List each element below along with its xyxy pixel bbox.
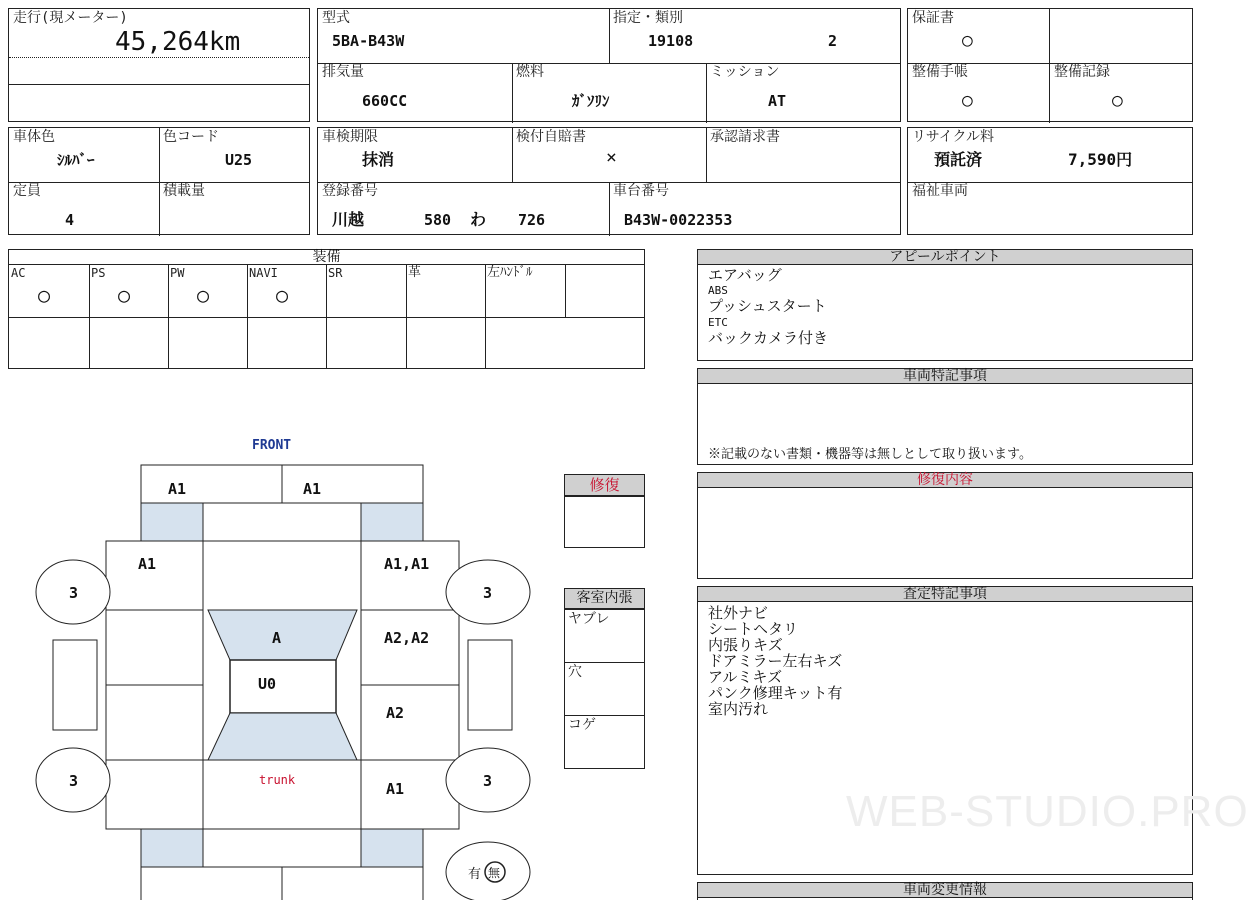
load-capacity-label: 積載量 [163,183,205,199]
equipment-item-sr: SR [328,266,343,280]
approval-label: 承認請求書 [710,129,780,145]
mark-right-rear-door: A2 [386,704,405,722]
repair-header: 修復 [564,474,645,496]
mark-windshield: A [272,629,282,647]
mark-front-right: A1 [303,480,322,498]
equipment-item-navi: NAVI ○ [249,266,289,307]
mark-front-left: A1 [168,480,187,498]
appeal-line: バックカメラ付き [708,329,829,347]
displacement-label: 排気量 [322,64,364,80]
equipment-item-ps: PS ○ [91,266,131,307]
repair-details-header: 修復内容 [697,472,1193,488]
interior-item-hole: 穴 [568,664,582,680]
appeal-line: ETC [708,316,728,329]
tire-front-left: 3 [69,584,79,602]
appeal-line: ABS [708,284,728,297]
color-code-value: U25 [225,151,253,169]
mark-right-rear-fender: A1 [386,780,405,798]
designation-value: 19108 [648,32,694,50]
recycle-status: 預託済 [934,150,983,169]
tire-front-right: 3 [483,584,493,602]
mileage-value: 45,264km [115,27,241,57]
capacity-label: 定員 [13,183,41,199]
color-code-label: 色コード [163,129,219,145]
equipment-item-pw: PW ○ [170,266,210,307]
trunk-label: trunk [259,773,296,787]
model-label: 型式 [322,10,350,26]
appeal-line: プッシュスタート [708,297,827,315]
fuel-label: 燃料 [516,64,544,80]
registration-class: 580 [424,211,452,229]
assessment-line: ドアミラー左右キズ [708,652,843,670]
registration-number: 726 [518,211,546,229]
mark-left-front-fender: A1 [138,555,157,573]
chassis-label: 車台番号 [613,183,669,199]
vehicle-notes-note: ※記載のない書類・機器等は無しとして取り扱います。 [708,447,1032,462]
assessment-box [697,601,1249,875]
inspection-box [317,127,901,235]
body-color-label: 車体色 [13,129,55,145]
registration-label: 登録番号 [322,183,378,199]
assessment-line: 室内汚れ [708,700,769,718]
equipment-item-ac: AC ○ [11,266,51,307]
tire-rear-right: 3 [483,772,493,790]
assessment-line: 社外ナビ [708,604,769,622]
welfare-label: 福祉車両 [912,183,968,199]
equipment-items [8,264,645,316]
interior-header: 客室内張 [564,588,645,609]
inspection-value: 抹消 [362,150,395,169]
recycle-label: リサイクル料 [912,129,995,145]
maintenance-record-label: 整備記録 [1054,64,1110,80]
warranty-label: 保証書 [912,10,954,26]
equipment-item-leather: 革 [408,265,422,280]
vehicle-change-header: 車両変更情報 [697,882,1193,898]
model-box [317,8,901,122]
registration-kana: わ [470,210,487,229]
assessment-line: パンク修理キット有 [708,684,843,702]
displacement-value: 660CC [362,92,408,110]
body-color-value: ｼﾙﾊﾞｰ [57,151,95,169]
vehicle-notes-header: 車両特記事項 [697,368,1193,384]
inspection-label: 車検期限 [322,129,378,145]
transmission-label: ミッション [710,64,780,80]
equipment-item-left-hand: 左ﾊﾝﾄﾞﾙ [487,265,533,280]
maintenance-record-value: ○ [1112,90,1123,111]
interior-box [564,609,645,769]
watermark: WEB-STUDIO.PRO [846,787,1249,836]
appeal-line: エアバッグ [708,266,782,284]
capacity-value: 4 [65,211,75,229]
assessment-line: シートヘタリ [708,620,799,638]
mark-right-front-door: A2,A2 [384,629,430,647]
designation-type: 2 [828,32,838,50]
appeal-header: アピールポイント [697,249,1193,265]
liability-label: 検付自賠書 [516,129,586,145]
liability-value: × [606,147,617,168]
documents-box [907,8,1193,122]
tire-rear-left: 3 [69,772,79,790]
interior-item-burn: コゲ [568,717,596,733]
warranty-value: ○ [962,30,973,51]
front-label: FRONT [252,438,292,453]
assessment-line: アルミキズ [708,668,783,686]
repair-box [564,496,645,548]
equipment-header: 装備 [8,249,645,265]
model-value: 5BA-B43W [332,32,405,50]
maintenance-book-label: 整備手帳 [912,64,968,80]
designation-label: 指定・類別 [613,10,683,26]
mileage-label: 走行(現メーター) [13,10,128,26]
presence-yes: 有 [468,867,482,882]
repair-details-box [697,487,1193,579]
vehicle-notes-box [697,383,1193,465]
maintenance-book-value: ○ [962,90,973,111]
fuel-value: ｶﾞｿﾘﾝ [572,92,610,110]
transmission-value: AT [768,92,787,110]
presence-no: 無 [488,866,501,880]
mileage-box [8,8,310,122]
recycle-amount: 7,590円 [1068,150,1133,169]
assessment-header: 査定特記事項 [697,586,1193,602]
chassis-value: B43W-0022353 [624,211,733,229]
mark-right-front-fender: A1,A1 [384,555,430,573]
recycle-box [907,127,1193,235]
assessment-line: 内張りキズ [708,636,783,654]
vehicle-damage-diagram [0,430,560,900]
mark-roof: U0 [258,675,277,693]
appeal-box [697,264,1193,361]
interior-item-tear: ヤブレ [568,611,610,627]
color-box [8,127,310,235]
registration-area: 川越 [332,210,365,229]
